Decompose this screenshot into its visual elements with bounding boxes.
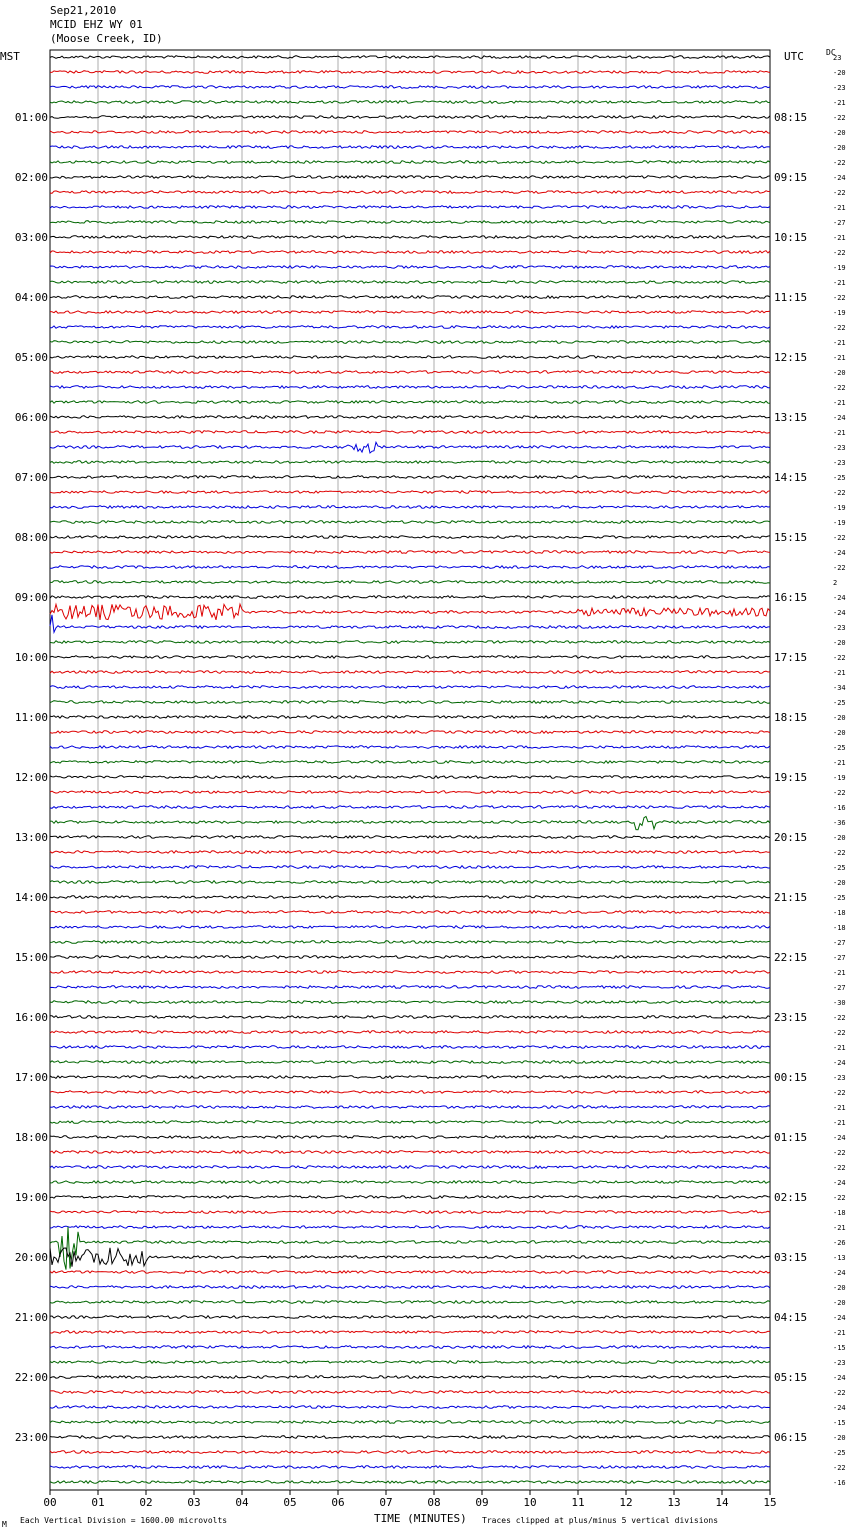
dc-offset-label: -25 (833, 744, 846, 752)
dc-offset-label: -23 (833, 1074, 846, 1082)
trace-line (50, 356, 770, 359)
utc-hour-label: 13:15 (774, 411, 808, 424)
dc-offset-label: -24 (833, 414, 846, 422)
dc-offset-label: -27 (833, 219, 846, 227)
dc-offset-label: -19 (833, 774, 846, 782)
mst-hour-label: 07:00 (14, 471, 48, 484)
trace-line (50, 1406, 770, 1409)
mst-hour-label: 22:00 (14, 1371, 48, 1384)
trace-line (50, 371, 770, 374)
dc-offset-label: -23 (833, 84, 846, 92)
utc-hour-label: 00:15 (774, 1071, 808, 1084)
trace-line (50, 971, 770, 974)
dc-offset-label: -22 (833, 249, 846, 257)
trace-line (50, 1286, 770, 1289)
mst-hour-label: 16:00 (14, 1011, 48, 1024)
utc-hour-label: 17:15 (774, 651, 808, 664)
trace-line (50, 1136, 770, 1139)
dc-offset-label: -22 (833, 1389, 846, 1397)
dc-offset-label: -21 (833, 1119, 846, 1127)
trace-line (50, 236, 770, 239)
trace-line (50, 1091, 770, 1094)
header-location: (Moose Creek, ID) (50, 32, 163, 45)
trace-line (50, 836, 770, 839)
dc-offset-label: -24 (833, 1374, 846, 1382)
trace-line (50, 956, 770, 959)
dc-offset-label: -13 (833, 1254, 846, 1262)
trace-line (50, 581, 770, 584)
mst-hour-label: 05:00 (14, 351, 48, 364)
trace-line (50, 1031, 770, 1034)
trace-line (50, 1061, 770, 1064)
dc-offset-label: -20 (833, 1434, 846, 1442)
x-tick-label: 15 (763, 1496, 777, 1509)
trace-line (50, 851, 770, 854)
dc-offset-label: -22 (833, 789, 846, 797)
dc-offset-label: -18 (833, 909, 846, 917)
trace-line (50, 431, 770, 434)
x-tick-label: 02 (139, 1496, 153, 1509)
dc-offset-label: -24 (833, 1179, 846, 1187)
x-tick-label: 01 (91, 1496, 105, 1509)
trace-line (50, 1076, 770, 1079)
trace-line (50, 1421, 770, 1424)
left-timezone-label: MST (0, 50, 20, 63)
dc-offset-label: 23 (833, 54, 842, 62)
x-tick-label: 07 (379, 1496, 393, 1509)
dc-offset-label: -21 (833, 204, 846, 212)
trace-line (50, 1451, 770, 1454)
x-axis-label: TIME (MINUTES) (374, 1512, 467, 1525)
trace-line (50, 941, 770, 944)
utc-hour-label: 18:15 (774, 711, 808, 724)
utc-hour-label: 21:15 (774, 891, 808, 904)
trace-line (50, 1376, 770, 1379)
dc-offset-label: -24 (833, 609, 846, 617)
trace-line (50, 596, 770, 599)
dc-offset-label: -22 (833, 114, 846, 122)
x-tick-label: 03 (187, 1496, 201, 1509)
trace-line (50, 911, 770, 914)
trace-line (50, 1181, 770, 1184)
utc-hour-label: 06:15 (774, 1431, 808, 1444)
dc-offset-label: -21 (833, 1329, 846, 1337)
dc-offset-label: -20 (833, 714, 846, 722)
x-tick-label: 05 (283, 1496, 297, 1509)
dc-offset-label: -23 (833, 624, 846, 632)
trace-line (50, 1046, 770, 1049)
trace-line (50, 551, 770, 554)
utc-hour-label: 14:15 (774, 471, 808, 484)
x-tick-label: 13 (667, 1496, 681, 1509)
mst-hour-label: 04:00 (14, 291, 48, 304)
dc-offset-label: -15 (833, 1344, 846, 1352)
utc-hour-label: 03:15 (774, 1251, 808, 1264)
trace-line (50, 1211, 770, 1214)
dc-offset-label: -20 (833, 1299, 846, 1307)
x-tick-label: 04 (235, 1496, 249, 1509)
trace-line (50, 521, 770, 524)
trace-line (50, 386, 770, 389)
dc-offset-label: -21 (833, 429, 846, 437)
dc-offset-label: -22 (833, 189, 846, 197)
mst-hour-label: 06:00 (14, 411, 48, 424)
trace-line (50, 776, 770, 779)
dc-offset-label: -23 (833, 444, 846, 452)
dc-offset-label: -24 (833, 1059, 846, 1067)
dc-offset-label: -21 (833, 99, 846, 107)
trace-line (50, 161, 770, 164)
trace-line (50, 1271, 770, 1274)
header-station: MCID EHZ WY 01 (50, 18, 143, 31)
utc-hour-label: 09:15 (774, 171, 808, 184)
dc-offset-label: -25 (833, 699, 846, 707)
trace-line (50, 1151, 770, 1154)
trace-line (50, 296, 770, 299)
mst-hour-label: 17:00 (14, 1071, 48, 1084)
trace-line (50, 1166, 770, 1169)
mst-hour-label: 19:00 (14, 1191, 48, 1204)
mst-hour-label: 21:00 (14, 1311, 48, 1324)
dc-offset-label: -22 (833, 534, 846, 542)
mst-hour-label: 01:00 (14, 111, 48, 124)
trace-line (50, 986, 770, 989)
trace-line (50, 896, 770, 899)
dc-offset-label: -16 (833, 1479, 846, 1487)
dc-offset-label: -21 (833, 234, 846, 242)
dc-offset-label: -16 (833, 804, 846, 812)
trace-line (50, 866, 770, 869)
trace-line (50, 56, 770, 59)
trace-line (50, 1001, 770, 1004)
dc-offset-label: -22 (833, 159, 846, 167)
dc-offset-label: -22 (833, 384, 846, 392)
dc-offset-label: -21 (833, 1044, 846, 1052)
dc-offset-label: -24 (833, 594, 846, 602)
trace-line (50, 1301, 770, 1304)
x-tick-label: 00 (43, 1496, 57, 1509)
dc-offset-label: -22 (833, 1194, 846, 1202)
trace-line (50, 341, 770, 344)
trace-line (50, 1106, 770, 1109)
trace-line (50, 701, 770, 704)
utc-hour-label: 19:15 (774, 771, 808, 784)
trace-line (50, 176, 770, 179)
dc-offset-label: -27 (833, 939, 846, 947)
dc-offset-label: -21 (833, 1104, 846, 1112)
trace-line (50, 881, 770, 884)
x-tick-label: 11 (571, 1496, 585, 1509)
dc-label: DC (826, 48, 836, 57)
dc-offset-label: -22 (833, 1089, 846, 1097)
trace-line (50, 761, 770, 764)
mst-hour-label: 08:00 (14, 531, 48, 544)
dc-offset-label: -26 (833, 1239, 846, 1247)
dc-offset-label: -18 (833, 1209, 846, 1217)
utc-hour-label: 15:15 (774, 531, 808, 544)
utc-hour-label: 05:15 (774, 1371, 808, 1384)
dc-offset-label: -25 (833, 894, 846, 902)
mst-hour-label: 03:00 (14, 231, 48, 244)
dc-offset-label: -21 (833, 399, 846, 407)
mst-hour-label: 09:00 (14, 591, 48, 604)
trace-line (50, 817, 770, 830)
trace-line (50, 604, 770, 620)
trace-line (50, 716, 770, 719)
utc-hour-label: 16:15 (774, 591, 808, 604)
dc-offset-label: -20 (833, 834, 846, 842)
dc-offset-label: -15 (833, 1419, 846, 1427)
dc-offset-label: -22 (833, 489, 846, 497)
utc-hour-label: 23:15 (774, 1011, 808, 1024)
trace-line (50, 1121, 770, 1124)
trace-line (50, 461, 770, 464)
dc-offset-label: 2 (833, 579, 838, 587)
trace-line (50, 1361, 770, 1364)
trace-line (50, 1346, 770, 1349)
trace-line (50, 191, 770, 194)
trace-line (50, 1226, 770, 1229)
utc-hour-label: 08:15 (774, 111, 808, 124)
mst-hour-label: 10:00 (14, 651, 48, 664)
trace-line (50, 731, 770, 734)
trace-line (50, 1227, 770, 1270)
dc-offset-label: -19 (833, 264, 846, 272)
x-tick-label: 14 (715, 1496, 729, 1509)
dc-offset-label: -24 (833, 1134, 846, 1142)
dc-offset-label: -24 (833, 174, 846, 182)
dc-offset-label: -18 (833, 924, 846, 932)
dc-offset-label: -21 (833, 354, 846, 362)
dc-offset-label: -20 (833, 144, 846, 152)
mst-hour-label: 18:00 (14, 1131, 48, 1144)
dc-offset-label: -21 (833, 969, 846, 977)
dc-offset-label: -21 (833, 279, 846, 287)
mst-hour-label: 12:00 (14, 771, 48, 784)
trace-line (50, 1436, 770, 1439)
dc-offset-label: -20 (833, 1284, 846, 1292)
trace-line (50, 566, 770, 569)
mst-hour-label: 20:00 (14, 1251, 48, 1264)
trace-line (50, 71, 770, 74)
trace-line (50, 656, 770, 659)
x-tick-label: 08 (427, 1496, 441, 1509)
trace-line (50, 476, 770, 479)
dc-offset-label: -24 (833, 1269, 846, 1277)
dc-offset-label: -24 (833, 1314, 846, 1322)
utc-hour-label: 12:15 (774, 351, 808, 364)
dc-offset-label: -24 (833, 549, 846, 557)
dc-offset-label: -27 (833, 954, 846, 962)
trace-line (50, 746, 770, 749)
dc-offset-label: -25 (833, 864, 846, 872)
trace-line (50, 1196, 770, 1199)
dc-offset-label: -22 (833, 1149, 846, 1157)
trace-line (50, 1331, 770, 1334)
mst-hour-label: 11:00 (14, 711, 48, 724)
trace-line (50, 686, 770, 689)
dc-offset-label: -23 (833, 459, 846, 467)
trace-line (50, 101, 770, 104)
mst-hour-label: 13:00 (14, 831, 48, 844)
dc-offset-label: -23 (833, 1359, 846, 1367)
trace-line (50, 116, 770, 119)
trace-line (50, 1466, 770, 1469)
dc-offset-label: -36 (833, 819, 846, 827)
dc-offset-label: -21 (833, 759, 846, 767)
utc-hour-label: 02:15 (774, 1191, 808, 1204)
utc-hour-label: 10:15 (774, 231, 808, 244)
dc-offset-label: -25 (833, 474, 846, 482)
trace-line (50, 791, 770, 794)
trace-line (50, 221, 770, 224)
dc-offset-label: -20 (833, 639, 846, 647)
trace-line (50, 641, 770, 644)
dc-offset-label: -22 (833, 849, 846, 857)
trace-line (50, 281, 770, 284)
trace-line (50, 615, 770, 633)
x-tick-label: 12 (619, 1496, 633, 1509)
trace-line (50, 266, 770, 269)
trace-line (50, 86, 770, 89)
dc-offset-label: -20 (833, 69, 846, 77)
dc-offset-label: -20 (833, 129, 846, 137)
clip-note: Traces clipped at plus/minus 5 vertical divisions (482, 1516, 719, 1525)
trace-line (50, 206, 770, 209)
trace-line (50, 442, 770, 453)
trace-line (50, 401, 770, 404)
dc-offset-label: -20 (833, 879, 846, 887)
dc-offset-label: -25 (833, 1449, 846, 1457)
dc-offset-label: -22 (833, 1014, 846, 1022)
dc-offset-label: -27 (833, 984, 846, 992)
dc-offset-label: -22 (833, 1464, 846, 1472)
utc-hour-label: 01:15 (774, 1131, 808, 1144)
trace-line (50, 536, 770, 539)
dc-offset-label: -19 (833, 519, 846, 527)
dc-offset-label: -21 (833, 1224, 846, 1232)
trace-line (50, 251, 770, 254)
corner-mark: M (2, 1520, 7, 1529)
scale-note: Each Vertical Division = 1600.00 microvolts (20, 1516, 228, 1525)
trace-line (50, 1481, 770, 1484)
dc-offset-label: -21 (833, 669, 846, 677)
utc-hour-label: 22:15 (774, 951, 808, 964)
x-tick-label: 06 (331, 1496, 345, 1509)
trace-line (50, 1391, 770, 1394)
trace-line (50, 926, 770, 929)
trace-line (50, 146, 770, 149)
x-tick-label: 10 (523, 1496, 537, 1509)
dc-offset-label: -34 (833, 684, 846, 692)
trace-line (50, 506, 770, 509)
trace-line (50, 1248, 770, 1267)
dc-offset-label: -30 (833, 999, 846, 1007)
dc-offset-label: -24 (833, 1404, 846, 1412)
dc-offset-label: -22 (833, 294, 846, 302)
dc-offset-label: -20 (833, 369, 846, 377)
mst-hour-label: 15:00 (14, 951, 48, 964)
mst-hour-label: 02:00 (14, 171, 48, 184)
dc-offset-label: -20 (833, 729, 846, 737)
dc-offset-label: -22 (833, 324, 846, 332)
utc-hour-label: 04:15 (774, 1311, 808, 1324)
trace-line (50, 806, 770, 809)
trace-line (50, 671, 770, 674)
dc-offset-label: -22 (833, 654, 846, 662)
trace-line (50, 491, 770, 494)
dc-offset-label: -19 (833, 309, 846, 317)
trace-line (50, 416, 770, 419)
trace-line (50, 131, 770, 134)
dc-offset-label: -22 (833, 564, 846, 572)
utc-hour-label: 11:15 (774, 291, 808, 304)
mst-hour-label: 23:00 (14, 1431, 48, 1444)
trace-line (50, 1016, 770, 1019)
trace-line (50, 326, 770, 329)
right-timezone-label: UTC (784, 50, 804, 63)
trace-line (50, 311, 770, 314)
dc-offset-label: -22 (833, 1029, 846, 1037)
dc-offset-label: -21 (833, 339, 846, 347)
trace-line (50, 1316, 770, 1319)
header-date: Sep21,2010 (50, 4, 117, 17)
dc-offset-label: -22 (833, 1164, 846, 1172)
mst-hour-label: 14:00 (14, 891, 48, 904)
utc-hour-label: 20:15 (774, 831, 808, 844)
x-tick-label: 09 (475, 1496, 489, 1509)
dc-offset-label: -19 (833, 504, 846, 512)
